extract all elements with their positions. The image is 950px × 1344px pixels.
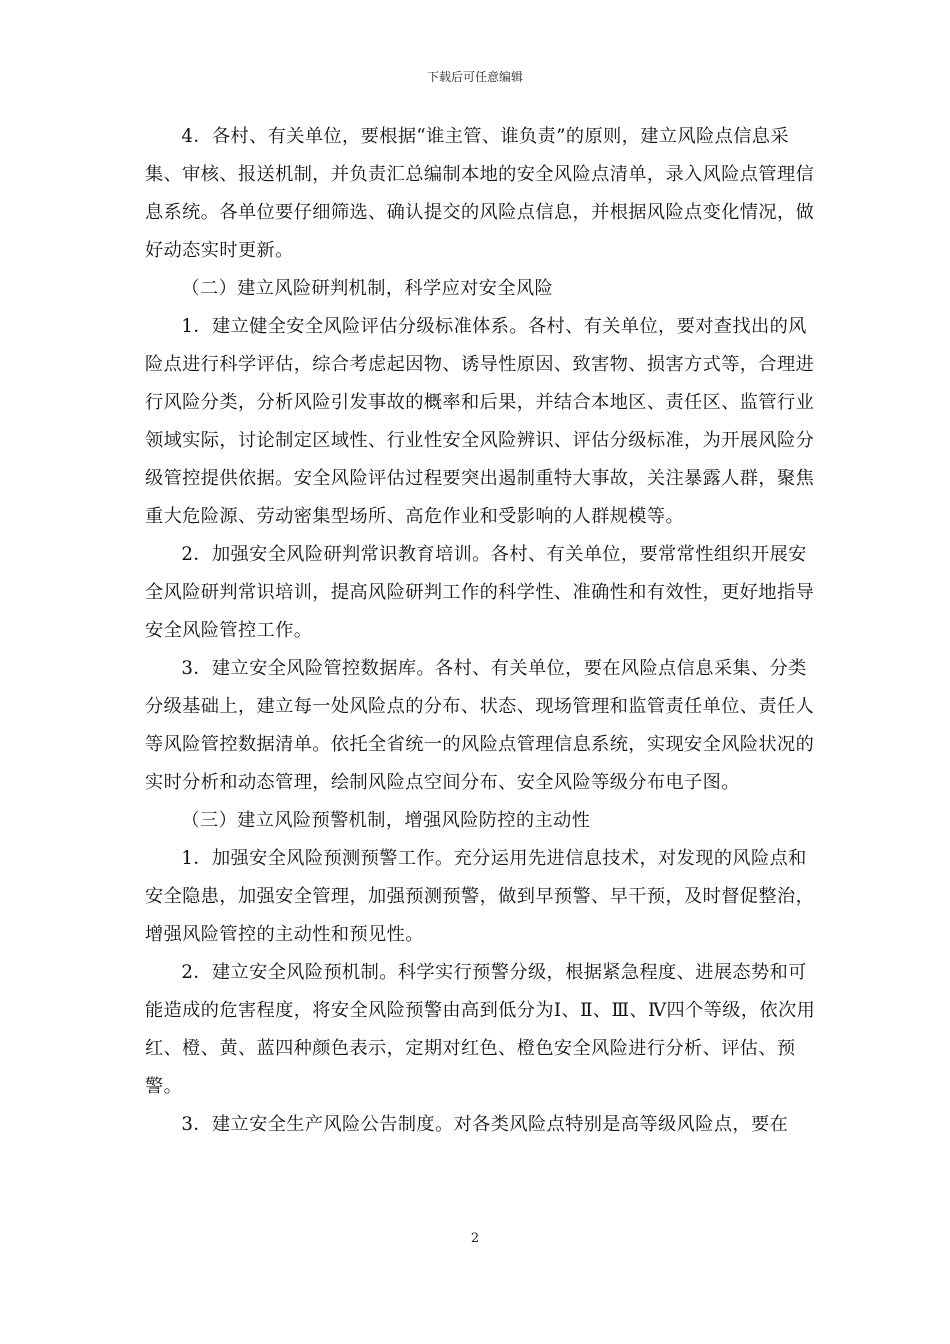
- paragraph-item-2-training: 2．加强安全风险研判常识教育培训。各村、有关单位，要常常性组织开展安全风险研判常识培训，提高风险研判工作的科学性、准确性和有效性，更好地指导安全风险管控工作。: [145, 544, 815, 641]
- section-heading-risk-warning: （三）建立风险预警机制，增强风险防控的主动性: [181, 810, 591, 831]
- section-heading-risk-assessment: （二）建立风险研判机制，科学应对安全风险: [181, 278, 554, 299]
- paragraph-item-4-info-collection: 4．各村、有关单位，要根据“谁主管、谁负责”的原则，建立风险点信息采集、审核、报送机制，并负责汇总编制本地的安全风险点清单，录入风险点管理信息系统。各单位要仔细筛选、确认提交的风险点信息，并根据风险点变化情况，做好动态实时更新。: [145, 126, 815, 261]
- page-header: 下载后可任意编辑: [426, 70, 523, 84]
- page-number: 2: [470, 1231, 480, 1246]
- paragraph-item-3-risk-announcement: 3．建立安全生产风险公告制度。对各类风险点特别是高等级风险点，要在: [181, 1114, 789, 1135]
- paragraph-item-2-warning-levels: 2．建立安全风险预机制。科学实行预警分级，根据紧急程度、进展态势和可能造成的危害程度，将安全风险预警由高到低分为Ⅰ、Ⅱ、Ⅲ、Ⅳ四个等级，依次用红、橙、黄、蓝四种颜色表示，定期对红色、橙色安全风险进行分析、评估、预警。: [145, 962, 816, 1097]
- paragraph-item-1-forecast-warning: 1．加强安全风险预测预警工作。充分运用先进信息技术，对发现的风险点和安全隐患，加强安全管理，加强预测预警，做到早预警、早干预，及时督促整治，增强风险管控的主动性和预见性。: [145, 848, 815, 945]
- paragraph-item-1-assessment-standards: 1．建立健全安全风险评估分级标准体系。各村、有关单位，要对查找出的风险点进行科学评估，综合考虑起因物、诱导性原因、致害物、损害方式等，合理进行风险分类，分析风险引发事故的概率和后果，并结合本地区、责任区、监管行业领域实际，讨论制定区域性、行业性安全风险辨识、评估分级标准，为开展风险分级管控提供依据。安全风险评估过程要突出遏制重特大事故，关注暴露人群，聚焦重大危险源、劳动密集型场所、高危作业和受影响的人群规模等。: [145, 316, 815, 527]
- paragraph-item-3-database: 3．建立安全风险管控数据库。各村、有关单位，要在风险点信息采集、分类分级基础上，建立每一处风险点的分布、状态、现场管理和监管责任单位、责任人等风险管控数据清单。依托全省统一的风险点管理信息系统，实现安全风险状况的实时分析和动态管理，绘制风险点空间分布、安全风险等级分布电子图。: [145, 658, 815, 793]
- document-body: [145, 118, 817, 1144]
